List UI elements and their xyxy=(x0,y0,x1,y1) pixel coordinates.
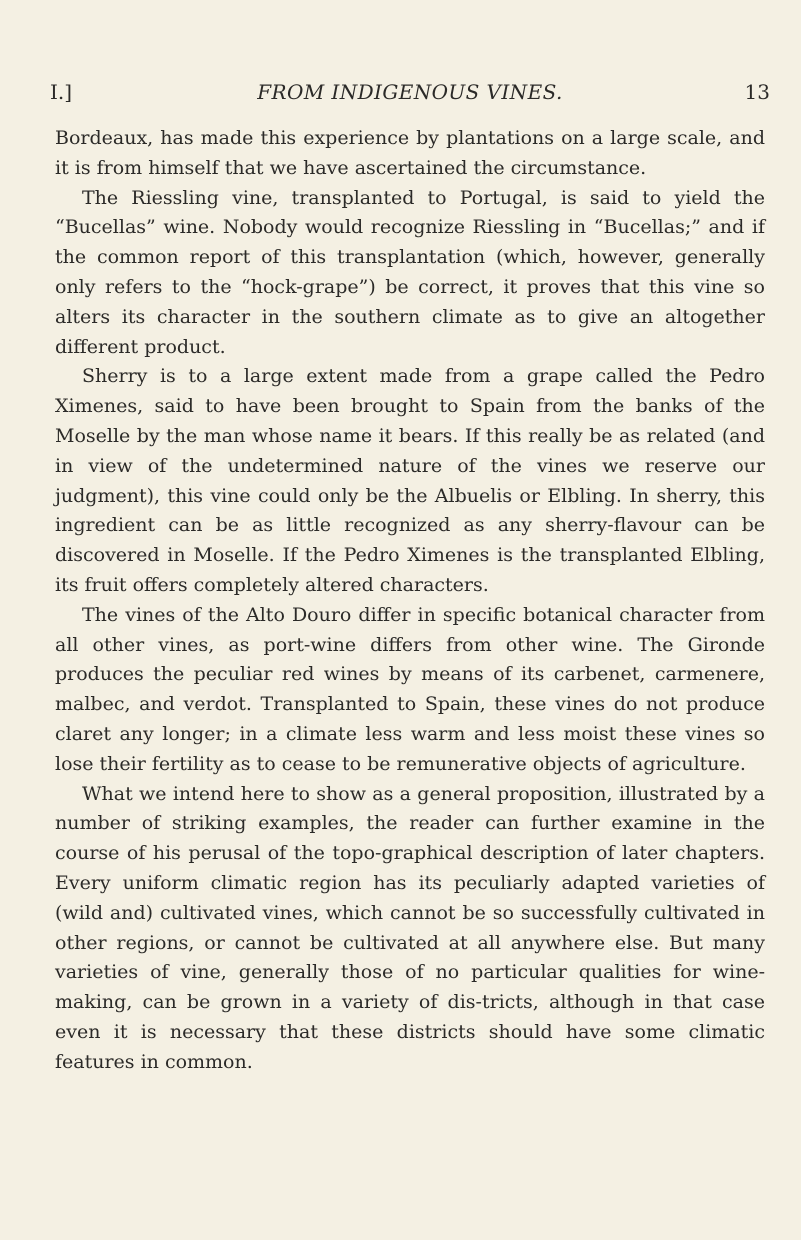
paragraph-riessling: The Riessling vine, transplanted to Portugal, is said to yield the “Bucellas” wine. Nobody would recognize Riessling in “Bucellas;” and if the common report of this transplantation (which, however, generally only refers to the “hock-grape”) be correct, it proves that this vine so alters its character in the southern climate as to give an altogether different product. xyxy=(55,186,765,358)
body-text xyxy=(55,124,765,1078)
paragraph-sherry: Sherry is to a large extent made from a grape called the Pedro Ximenes, said to have been brought to Spain from the banks of the Moselle by the man whose name it bears. If this really be as related (and in view of the undetermined nature of the vines we reserve our judgment), this vine could only be the Albuelis or Elbling. In sherry, this ingredient can be as little recognized as any sherry-flavour can be discovered in Moselle. If the Pedro Ximenes is the transplanted Elbling, its fruit offers completely altered characters. xyxy=(55,365,765,596)
paragraph-general-proposition: What we intend here to show as a general proposition, illustrated by a number of striking examples, the reader can further examine in the course of his perusal of the topo-graphical description of later chapters. Every uniform climatic region has its peculiarly adapted varieties of (wild and) cultivated vines, which cannot be so successfully cultivated in other regions, or cannot be cultivated at all anywhere else. But many varieties of vine, generally those of no particular qualities for wine-making, can be grown in a variety of dis-tricts, although in that case even it is necessary that these districts should have some climatic features in common. xyxy=(55,782,765,1073)
running-head xyxy=(50,80,770,110)
page-number: 13 xyxy=(744,80,770,104)
chapter-number: I.] xyxy=(50,80,73,104)
paragraph-continuation: Bordeaux, has made this experience by plantations on a large scale, and it is from himself that we have ascertained the circumstance. xyxy=(55,127,765,179)
paragraph-alto-douro: The vines of the Alto Douro differ in specific botanical character from all other vines, as port-wine differs from other wine. The Gironde produces the peculiar red wines by means of its carbenet, carmenere, malbec, and verdot. Transplanted to Spain, these vines do not produce claret any longer; in a climate less warm and less moist these vines so lose their fertility as to cease to be remunerative objects of agriculture. xyxy=(55,603,765,775)
running-title: FROM INDIGENOUS VINES. xyxy=(257,80,563,104)
